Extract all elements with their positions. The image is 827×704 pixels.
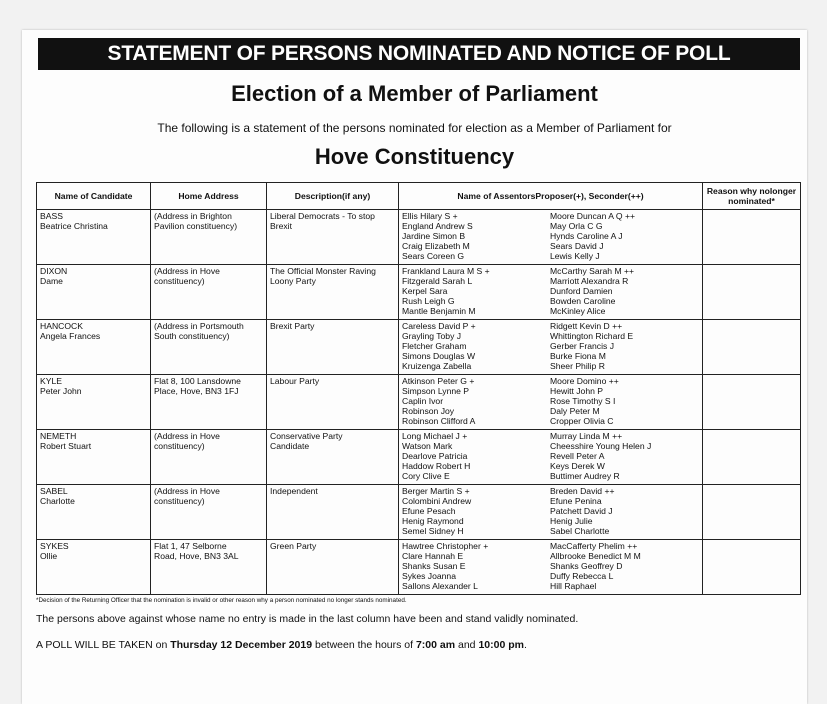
assentor-name: Hill Raphael <box>550 581 597 592</box>
assentor-name: Shanks Geoffrey D <box>550 561 623 572</box>
assentor-name: Efune Pesach <box>402 506 456 517</box>
header-description: Description(if any) <box>267 183 399 210</box>
assentor-name: McCarthy Sarah M ++ <box>550 266 635 276</box>
candidate-name-cell <box>37 320 151 375</box>
assentor-name: Ellis Hilary S + <box>402 211 458 221</box>
assentor-name: Craig Elizabeth M <box>402 241 470 252</box>
election-title: Election of a Member of Parliament <box>231 81 598 106</box>
candidate-forenames: Angela Frances <box>40 331 101 342</box>
table-row <box>37 210 801 265</box>
description-line: Labour Party <box>270 376 320 386</box>
assentor-name: Henig Raymond <box>402 516 464 527</box>
candidate-surname: KYLE <box>40 376 62 386</box>
assentor-name: Henig Julie <box>550 516 593 527</box>
table-row <box>37 540 801 595</box>
candidate-forenames: Robert Stuart <box>40 441 92 452</box>
home-address-cell <box>151 375 267 430</box>
assentors-right-column <box>550 211 698 261</box>
assentor-name: Jardine Simon B <box>402 231 466 242</box>
assentor-name: Ridgett Kevin D ++ <box>550 321 623 331</box>
poll-start-time: 7:00 am <box>415 639 456 651</box>
assentor-name: Simpson Lynne P <box>402 386 470 397</box>
assentors-left-column <box>402 486 550 536</box>
assentor-name: Lewis Kelly J <box>550 251 600 262</box>
constituency-title: Hove Constituency <box>314 144 515 169</box>
home-address-cell <box>151 265 267 320</box>
address-line: (Address in Hove <box>154 266 220 276</box>
address-line: Pavilion constituency) <box>154 221 238 232</box>
assentor-name: Breden David ++ <box>550 486 615 496</box>
assentor-name: Gerber Francis J <box>550 341 614 352</box>
address-line: (Address in Hove <box>154 431 220 441</box>
assentor-name: Marriott Alexandra R <box>550 276 629 287</box>
assentor-name: Bowden Caroline <box>550 296 616 307</box>
assentors-right-column <box>550 321 698 371</box>
assentor-name: Buttimer Audrey R <box>550 471 620 482</box>
candidate-surname: DIXON <box>40 266 68 276</box>
table-row <box>37 375 801 430</box>
assentor-name: Sheer Philip R <box>550 361 605 372</box>
candidate-name-cell <box>37 210 151 265</box>
description-line: Brexit Party <box>270 321 315 331</box>
poll-date: Thursday 12 December 2019 <box>170 639 313 651</box>
description-cell <box>267 265 399 320</box>
assentors-grid <box>402 266 699 316</box>
description-line: The Official Monster Raving <box>270 266 376 276</box>
description-line: Conservative Party <box>270 431 343 441</box>
assentors-right-column <box>550 266 698 316</box>
home-address-cell <box>151 540 267 595</box>
assentor-name: Careless David P + <box>402 321 476 331</box>
assentors-right-column <box>550 376 698 426</box>
assentors-grid <box>402 321 699 371</box>
description-cell <box>267 540 399 595</box>
assentor-name: Allbrooke Benedict M M <box>550 551 641 562</box>
notice-banner: STATEMENT OF PERSONS NOMINATED AND NOTICE OF POLL <box>38 38 800 70</box>
assentor-name: Moore Domino ++ <box>550 376 619 386</box>
description-line: Independent <box>270 486 318 496</box>
assentor-name: Revell Peter A <box>550 451 605 462</box>
address-line: Flat 8, 100 Lansdowne <box>154 376 241 386</box>
reason-cell <box>703 320 801 375</box>
assentors-cell <box>399 540 703 595</box>
assentors-left-column <box>402 431 550 481</box>
description-line: Liberal Democrats - To stop <box>270 211 375 221</box>
assentors-cell <box>399 210 703 265</box>
assentor-name: Rose Timothy S I <box>550 396 616 407</box>
assentor-name: Frankland Laura M S + <box>402 266 490 276</box>
assentor-name: Colombini Andrew <box>402 496 472 507</box>
assentor-name: Whittington Richard E <box>550 331 634 342</box>
assentor-name: Mantle Benjamin M <box>402 306 476 317</box>
candidate-forenames: Dame <box>40 276 63 287</box>
assentors-right-column <box>550 486 698 536</box>
assentor-name: Sykes Joanna <box>402 571 456 582</box>
assentors-left-column <box>402 376 550 426</box>
nominations-table <box>36 182 801 595</box>
assentors-grid <box>402 541 699 591</box>
address-line: (Address in Brighton <box>154 211 232 221</box>
address-line: constituency) <box>154 496 205 507</box>
assentor-name: Hewitt John P <box>550 386 604 397</box>
assentor-name: Berger Martin S + <box>402 486 470 496</box>
description-cell <box>267 375 399 430</box>
table-row <box>37 320 801 375</box>
table-row <box>37 430 801 485</box>
table-header-row <box>37 183 801 210</box>
home-address-cell <box>151 485 267 540</box>
candidate-surname: BASS <box>40 211 63 221</box>
candidate-name-cell <box>37 265 151 320</box>
candidate-rows <box>37 210 801 595</box>
candidate-surname: HANCOCK <box>40 321 83 331</box>
assentor-name: Semel Sidney H <box>402 526 464 537</box>
candidate-name-cell <box>37 375 151 430</box>
description-cell <box>267 485 399 540</box>
assentor-name: Fletcher Graham <box>402 341 467 352</box>
reason-cell <box>703 265 801 320</box>
candidate-surname: SABEL <box>40 486 68 496</box>
description-line: Loony Party <box>270 276 316 287</box>
assentors-grid <box>402 486 699 536</box>
assentor-name: Murray Linda M ++ <box>550 431 623 441</box>
address-line: Road, Hove, BN3 3AL <box>154 551 239 562</box>
header-assentors: Name of AssentorsProposer(+), Seconder(++) <box>399 183 703 210</box>
assentor-name: Shanks Susan E <box>402 561 466 572</box>
candidate-surname: NEMETH <box>40 431 77 441</box>
poll-end-time: 10:00 pm <box>478 639 524 651</box>
header-candidate-name: Name of Candidate <box>37 183 151 210</box>
reason-cell <box>703 375 801 430</box>
assentor-name: Keys Derek W <box>550 461 605 472</box>
assentor-name: Hynds Caroline A J <box>550 231 623 242</box>
assentor-name: Long Michael J + <box>402 431 468 441</box>
candidate-forenames: Beatrice Christina <box>40 221 108 232</box>
table-row <box>37 265 801 320</box>
assentor-name: Rush Leigh G <box>402 296 455 307</box>
assentor-name: Duffy Rebecca L <box>550 571 614 582</box>
home-address-cell <box>151 210 267 265</box>
candidate-forenames: Ollie <box>40 551 58 562</box>
assentor-name: Cheesshire Young Helen J <box>550 441 652 452</box>
assentors-grid <box>402 376 699 426</box>
assentor-name: Haddow Robert H <box>402 461 471 472</box>
reason-cell <box>703 540 801 595</box>
candidate-forenames: Charlotte <box>40 496 75 507</box>
home-address-cell <box>151 430 267 485</box>
statement-intro: The following is a statement of the persons nominated for election as a Member of Parliament for <box>157 121 672 135</box>
address-line: (Address in Portsmouth <box>154 321 244 331</box>
assentor-name: Patchett David J <box>550 506 613 517</box>
assentor-name: Atkinson Peter G + <box>402 376 475 386</box>
candidate-name-cell <box>37 540 151 595</box>
header-reason: Reason why nolonger nominated* <box>703 183 801 210</box>
home-address-cell <box>151 320 267 375</box>
address-line: constituency) <box>154 276 205 287</box>
assentor-name: Clare Hannah E <box>402 551 464 562</box>
description-line: Candidate <box>270 441 310 452</box>
assentor-name: Fitzgerald Sarah L <box>402 276 473 287</box>
assentors-left-column <box>402 266 550 316</box>
assentor-name: Watson Mark <box>402 441 453 452</box>
assentors-grid <box>402 431 699 481</box>
assentor-name: McKinley Alice <box>550 306 606 317</box>
candidate-name-cell <box>37 485 151 540</box>
assentors-grid <box>402 211 699 261</box>
assentors-cell <box>399 320 703 375</box>
assentor-name: Sears David J <box>550 241 604 252</box>
assentor-name: Dunford Damien <box>550 286 613 297</box>
assentor-name: England Andrew S <box>402 221 473 232</box>
validity-statement: The persons above against whose name no entry is made in the last column have been and stand validly nominated. <box>36 613 579 625</box>
candidate-forenames: Peter John <box>40 386 82 397</box>
assentor-name: Kruizenga Zabella <box>402 361 472 372</box>
assentors-left-column <box>402 541 550 591</box>
assentor-name: Caplin Ivor <box>402 396 444 407</box>
assentor-name: Sabel Charlotte <box>550 526 610 537</box>
assentors-cell <box>399 430 703 485</box>
address-line: Flat 1, 47 Selborne <box>154 541 227 551</box>
description-line: Green Party <box>270 541 317 551</box>
poll-notice: A POLL WILL BE TAKEN on Thursday 12 December 2019 between the hours of 7:00 am and 10:00 pm. <box>36 639 527 651</box>
assentors-left-column <box>402 211 550 261</box>
footnote: *Decision of the Returning Officer that the nomination is invalid or other reason why a person nominated no longer stands nominated. <box>36 597 407 604</box>
assentors-cell <box>399 265 703 320</box>
assentor-name: Cropper Olivia C <box>550 416 614 427</box>
assentor-name: Kerpel Sara <box>402 286 448 297</box>
assentor-name: Simons Douglas W <box>402 351 476 362</box>
assentor-name: Sallons Alexander L <box>402 581 478 592</box>
assentor-name: May Orla C G <box>550 221 603 232</box>
reason-cell <box>703 430 801 485</box>
assentor-name: Sears Coreen G <box>402 251 465 262</box>
candidate-name-cell <box>37 430 151 485</box>
assentor-name: Daly Peter M <box>550 406 600 417</box>
assentor-name: MacCafferty Phelim ++ <box>550 541 638 551</box>
assentors-cell <box>399 485 703 540</box>
assentors-right-column <box>550 541 698 591</box>
description-cell <box>267 430 399 485</box>
assentor-name: Hawtree Christopher + <box>402 541 489 551</box>
description-cell <box>267 210 399 265</box>
assentors-right-column <box>550 431 698 481</box>
assentor-name: Robinson Joy <box>402 406 455 417</box>
reason-cell <box>703 210 801 265</box>
assentor-name: Burke Fiona M <box>550 351 606 362</box>
reason-cell <box>703 485 801 540</box>
notice-page <box>22 30 807 704</box>
address-line: South constituency) <box>154 331 230 342</box>
assentor-name: Dearlove Patricia <box>402 451 468 462</box>
address-line: constituency) <box>154 441 205 452</box>
table-row <box>37 485 801 540</box>
description-cell <box>267 320 399 375</box>
assentor-name: Robinson Clifford A <box>402 416 476 427</box>
assentors-left-column <box>402 321 550 371</box>
candidate-surname: SYKES <box>40 541 69 551</box>
address-line: (Address in Hove <box>154 486 220 496</box>
address-line: Place, Hove, BN3 1FJ <box>154 386 239 397</box>
assentor-name: Efune Penina <box>550 496 602 507</box>
header-home-address: Home Address <box>151 183 267 210</box>
description-line: Brexit <box>270 221 292 232</box>
assentor-name: Cory Clive E <box>402 471 450 482</box>
assentor-name: Grayling Toby J <box>402 331 462 342</box>
assentor-name: Moore Duncan A Q ++ <box>550 211 636 221</box>
assentors-cell <box>399 375 703 430</box>
